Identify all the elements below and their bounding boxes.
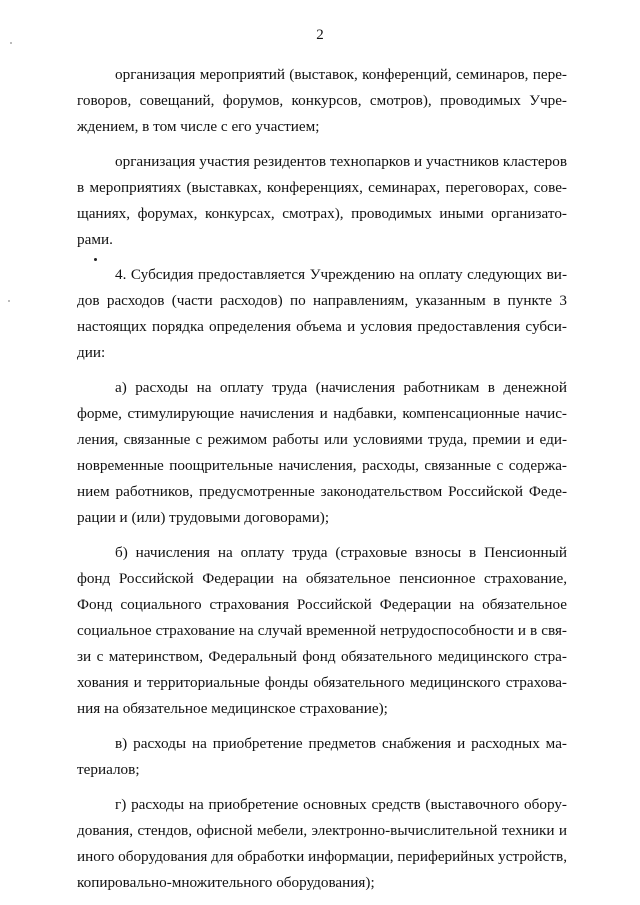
page-number: 2 [316, 27, 324, 43]
text-line: териалов; [77, 761, 140, 778]
text-line: нием работников, предусмотренные законодательством Российской Феде- [77, 483, 567, 500]
text-line: говоров, совещаний, форумов, конкурсов, смотров), проводимых Учре- [77, 92, 567, 109]
text-line: в) расходы на приобретение предметов снабжения и расходных ма- [115, 735, 567, 752]
text-line: новременные поощрительные начисления, расходы, связанные с содержа- [77, 457, 567, 474]
text-line: копировально-множительного оборудования); [77, 874, 375, 891]
text-line: 4. Субсидия предоставляется Учреждению на оплату следующих ви- [115, 266, 567, 283]
text-line: иного оборудования для обработки информации, периферийных устройств, [77, 848, 567, 865]
text-line: рами. [77, 231, 113, 248]
paragraph-p3 [77, 262, 567, 366]
paragraph-p4 [77, 375, 567, 531]
text-line: а) расходы на оплату труда (начисления работникам в денежной [115, 379, 567, 396]
text-line: г) расходы на приобретение основных средств (выставочного обору- [115, 796, 567, 813]
text-line: организация мероприятий (выставок, конференций, семинаров, пере- [115, 66, 567, 83]
document-body [77, 62, 567, 905]
text-line: ждением, в том числе с его участием; [77, 118, 320, 135]
text-line: щаниях, форумах, конкурсах, смотрах), проводимых иными организато- [77, 205, 567, 222]
paragraph-p6 [77, 731, 567, 783]
scan-edge-mark-left [8, 300, 10, 302]
text-line: социальное страхование на случай временной нетрудоспособности и в свя- [77, 622, 567, 639]
text-line: дов расходов (части расходов) по направлениям, указанным в пункте 3 [77, 292, 567, 309]
paragraph-p7 [77, 792, 567, 896]
text-line: форме, стимулирующие начисления и надбавки, компенсационные начис- [77, 405, 567, 422]
text-line: ления, связанные с режимом работы или условиями труда, премии и еди- [77, 431, 567, 448]
text-line: б) начисления на оплату труда (страховые взносы в Пенсионный [115, 544, 567, 561]
text-line: рации и (или) трудовыми договорами); [77, 509, 330, 526]
text-line: Фонд социального страхования Российской Федерации на обязательное [77, 596, 567, 613]
text-line: в мероприятиях (выставках, конференциях, семинарах, переговорах, сове- [77, 179, 567, 196]
text-line: настоящих порядка определения объема и условия предоставления субси- [77, 318, 567, 335]
text-line: дования, стендов, офисной мебели, электронно-вычислительной техники и [77, 822, 567, 839]
paragraph-p5 [77, 540, 567, 722]
text-line: дии: [77, 344, 106, 361]
paragraph-p1 [77, 62, 567, 140]
text-line: хования и территориальные фонды обязательного медицинского страхова- [77, 674, 567, 691]
text-line: ния на обязательное медицинское страхование); [77, 700, 388, 717]
paragraph-p2 [77, 149, 567, 253]
text-line: фонд Российской Федерации на обязательное пенсионное страхование, [77, 570, 567, 587]
text-line: зи с материнством, Федеральный фонд обязательного медицинского стра- [77, 648, 567, 665]
text-line: организация участия резидентов технопарков и участников кластеров [115, 153, 567, 170]
